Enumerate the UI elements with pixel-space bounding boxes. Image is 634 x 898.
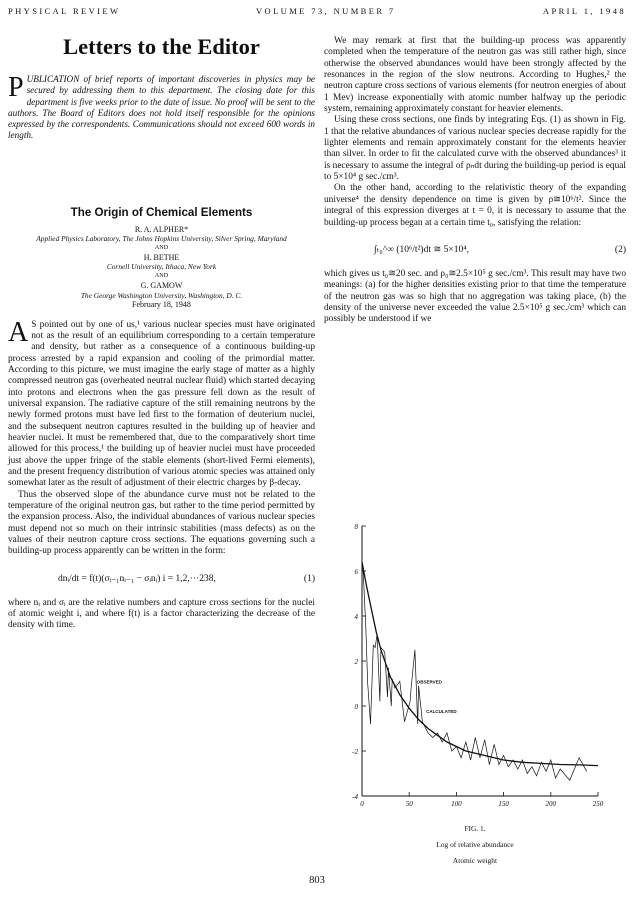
body-paragraph: We may remark at first that the building-up process was apparently completed when the temperature of the neutron gas was still rather high, since otherwise the observed abundances would have been strongly affected by the resonances in the region of the slow neutrons. According to Hughes,² the neutron capture cross sections of various elements (for neutron energies of about 1 Mev) increase exponentially with atomic number halfway up the periodic system, remaining approximately constant for heavier elements. bbox=[324, 36, 626, 115]
calculated-label: CALCULATED bbox=[426, 708, 457, 714]
y-tick-label: 4 bbox=[354, 613, 358, 621]
body-paragraph: Using these cross sections, one finds by integrating Eqs. (1) as shown in Fig. 1 that the relative abundances of various nuclear species decrease rapidly for the lighter elements and remain approximately constant for the elements heavier than silver. In order to fit the calculated curve with the observed abundances³ it is necessary to assume the integral of ρₙdt during the building-up period is equal to 5×10⁴ g sec./cm³. bbox=[324, 115, 626, 183]
notice-dropcap: P bbox=[8, 72, 24, 103]
y-tick-label: -2 bbox=[352, 748, 358, 756]
and-separator: AND bbox=[154, 272, 169, 280]
author-bethe: H. BETHE bbox=[143, 252, 180, 262]
body-paragraph: which gives us t₀≅20 sec. and ρ₀≅2.5×10⁵ g sec./cm³. This result may have two meanings: (a) for the higher densities existing prior to that time the temperature of the neutron gas was so high that no aggregation was taking place, (b) the density of the universe never exceeded the value 2.5×10⁵ g sec./cm³ which can possibly be understood if we bbox=[324, 268, 626, 325]
paragraph-text: S pointed out by one of us,¹ various nuclear species must have originated not as the result of an equilibrium corresponding to a certain temperature and density, but rather as a consequence of a continuous building-up process arrested by a rapid expansion and cooling of the primordial matter. According to this picture, we must imagine the early stage of matter as a highly compressed neutron gas (overheated neutral nuclear fluid) which started decaying into protons and electrons when the gas pressure fell down as the result of universal expansion. The radiative capture of the still remaining neutrons by the newly formed protons must have led first to the formation of deuterium nuclei, and the subsequent neutron captures resulted in the building up of heavier and heavier nuclei. It must be remembered that, due to the comparatively short time allowed for this process,¹ the building up of heavier nuclei must have proceeded just above the upper fringe of the stable elements (short-lived Fermi elements), and the present frequency distribution of various atomic species was attained only somewhat later as the result of adjustment of their electric charges by β-decay. bbox=[8, 319, 315, 489]
editorial-notice bbox=[8, 74, 315, 142]
equation-expression: dnᵢ/dt = f(t)(σᵢ₋₁nᵢ₋₁ − σᵢnᵢ) i = 1,2,···238, bbox=[58, 574, 216, 585]
figure-x-description: Atomic weight bbox=[452, 856, 498, 865]
calculated-series-line bbox=[362, 562, 598, 766]
affiliation-gamow: The George Washington University, Washington, D. C. bbox=[80, 290, 243, 300]
author-gamow: G. GAMOW bbox=[140, 280, 183, 290]
figure-caption: FIG. 1. bbox=[464, 824, 486, 833]
x-tick-label: 250 bbox=[592, 800, 604, 808]
equation-number: (1) bbox=[303, 573, 315, 584]
volume-number: VOLUME 73, NUMBER 7 bbox=[256, 6, 396, 16]
equation-number: (2) bbox=[614, 244, 626, 255]
body-paragraph: On the other hand, according to the relativistic theory of the expanding universe⁴ the density dependence on time is given by ρ≅10⁶/t². Since the integral of this expression diverges at t = 0, it is necessary to assume that the building-up process began at a certain time t₀, satisfying the relation: bbox=[324, 183, 626, 228]
left-column bbox=[8, 24, 315, 632]
and-separator: AND bbox=[154, 244, 169, 252]
abundance-figure bbox=[340, 520, 610, 810]
affiliation-bethe: Cornell University, Ithaca, New York bbox=[106, 262, 217, 272]
observed-label: OBSERVED bbox=[416, 679, 442, 685]
section-title: Letters to the Editor bbox=[63, 34, 260, 59]
running-header bbox=[8, 6, 626, 18]
issue-date: APRIL 1, 1948 bbox=[542, 6, 626, 16]
x-tick-label: 50 bbox=[405, 800, 413, 808]
observed-series-line bbox=[363, 567, 587, 781]
x-tick-label: 0 bbox=[360, 800, 364, 808]
page-number: 803 bbox=[309, 875, 325, 886]
body-paragraph: where nᵢ and σᵢ are the relative numbers and capture cross sections for the nuclei of atomic weight i, and where f(t) is a factor characterizing the decrease of the density with time. bbox=[8, 597, 315, 631]
body-dropcap: A bbox=[8, 316, 29, 348]
body-paragraph bbox=[8, 316, 315, 490]
y-tick-label: 0 bbox=[354, 703, 358, 711]
x-tick-label: 150 bbox=[498, 800, 509, 808]
figure-y-description: Log of relative abundance bbox=[436, 840, 514, 849]
received-date: February 18, 1948 bbox=[132, 299, 191, 309]
y-tick-label: -4 bbox=[352, 793, 358, 801]
article-title: The Origin of Chemical Elements bbox=[70, 205, 253, 219]
author-alpher: R. A. ALPHER* bbox=[134, 224, 189, 234]
y-tick-label: 8 bbox=[354, 523, 358, 531]
equation-expression: ∫ₜ₀^∞ (10⁶/t²)dt ≅ 5×10⁴, bbox=[374, 245, 469, 256]
journal-name: PHYSICAL REVIEW bbox=[8, 6, 121, 16]
notice-text: UBLICATION of brief reports of important discoveries in physics may be secured by addressing them to this department. The closing date for this department is five weeks prior to the date of issue. No proof will be sent to the authors. The Board of Editors does not hold itself responsible for the opinions expressed by the correspondents. Communications should not exceed 600 words in length. bbox=[8, 74, 315, 141]
right-column bbox=[324, 36, 626, 326]
affiliation-alpher: Applied Physics Laboratory, The Johns Hopkins University, Silver Spring, Maryland bbox=[36, 234, 287, 244]
body-paragraph: Thus the observed slope of the abundance curve must not be related to the temperature of the original neutron gas, but rather to the time period permitted by the expansion process. Also, the individual abundances of various nuclear species must depend not so much on their intrinsic stabilities (mass defects) as on the values of their neutron capture cross sections. The equations governing such a building-up process apparently can be written in the form: bbox=[8, 489, 315, 557]
x-tick-label: 200 bbox=[545, 800, 557, 808]
y-tick-label: 2 bbox=[354, 658, 358, 666]
equation-1 bbox=[8, 564, 315, 594]
y-tick-label: 6 bbox=[354, 568, 358, 576]
abundance-chart bbox=[340, 520, 610, 810]
x-tick-label: 100 bbox=[451, 800, 462, 808]
equation-2 bbox=[324, 235, 626, 265]
